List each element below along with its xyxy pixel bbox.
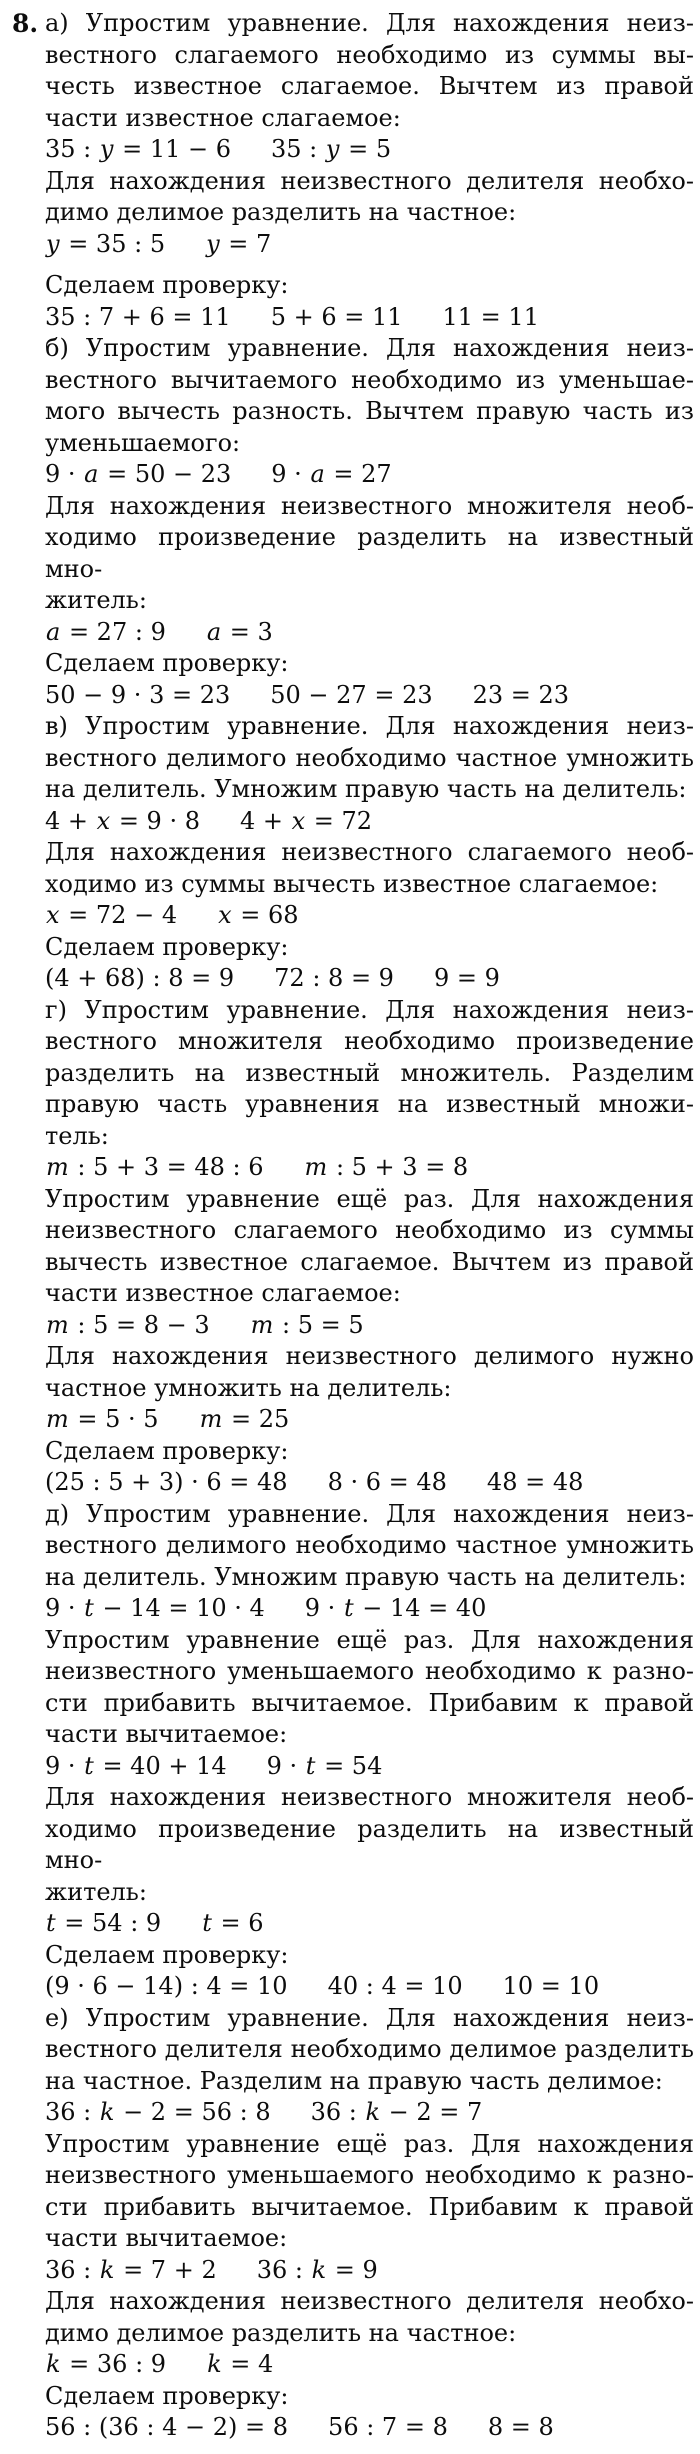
paragraph	[45, 8, 694, 134]
paragraph	[45, 491, 694, 617]
equation: t = 6	[202, 1909, 264, 1937]
paragraph	[45, 995, 694, 1153]
equation-line	[45, 1751, 694, 1783]
equation: (9 · 6 − 14) : 4 = 10	[45, 1972, 288, 2000]
text-line: вычесть известное слагаемое. Вычтем из правой	[45, 1247, 694, 1276]
text-line: Сделаем проверку:	[45, 2381, 289, 2410]
text-line: Сделаем проверку:	[45, 1436, 289, 1465]
equation: 9 = 9	[433, 964, 500, 992]
equation: x = 72 − 4	[46, 901, 178, 929]
text-line: сти прибавить вычитаемое. Прибавим к правой	[45, 1688, 694, 1717]
problem-number: 8.	[12, 9, 39, 38]
text-line: Упростим уравнение ещё раз. Для нахождения	[45, 1625, 694, 1654]
equation: x = 68	[218, 901, 299, 929]
equation: 35 : y = 11 − 6	[45, 135, 231, 163]
equation: 36 : k − 2 = 7	[310, 2098, 483, 2126]
text-line: Для нахождения неизвестного делимого нужно	[45, 1342, 694, 1370]
paragraph	[45, 648, 694, 680]
paragraph	[45, 166, 694, 229]
text-line: е) Упростим уравнение. Для нахождения неиз-	[45, 2003, 694, 2032]
equation: m : 5 + 3 = 8	[304, 1153, 469, 1181]
text-line: Упростим уравнение ещё раз. Для нахождения	[45, 2129, 694, 2158]
paragraph	[45, 270, 694, 302]
paragraph	[45, 2286, 694, 2349]
equation: 9 · t = 54	[266, 1751, 383, 1780]
text-line: Для нахождения неизвестного множителя необ-	[45, 1783, 694, 1811]
text-line: Для нахождения неизвестного множителя необ-	[45, 491, 694, 520]
paragraph	[45, 1184, 694, 1310]
equation: y = 7	[206, 229, 272, 258]
paragraph	[45, 2129, 694, 2255]
equation-line	[45, 900, 694, 932]
paragraph	[45, 1782, 694, 1908]
text-line: вестного делимого необходимо частное умножить	[45, 743, 694, 772]
text-line: тель:	[45, 1121, 109, 1150]
paragraph	[45, 1436, 694, 1468]
equation: 5 + 6 = 11	[270, 302, 403, 331]
equation-line	[45, 1971, 694, 2003]
equation-line	[45, 1593, 694, 1625]
text-line: Для нахождения неизвестного делителя необхо-	[45, 166, 694, 195]
paragraph	[45, 711, 694, 806]
equation: k = 36 : 9	[46, 2350, 167, 2378]
equation: 36 : k − 2 = 56 : 8	[45, 2098, 271, 2126]
text-line: на делитель. Умножим правую часть на делитель:	[45, 1562, 687, 1591]
equation: 8 · 6 = 48	[327, 1468, 447, 1496]
text-line: вестного делимого необходимо частное умножить	[45, 1531, 694, 1559]
equation: 8 = 8	[487, 2413, 554, 2441]
equation: 36 : k = 9	[256, 2255, 378, 2284]
equation: m : 5 = 5	[250, 1310, 364, 1339]
text-line: неизвестного уменьшаемого необходимо к разно-	[45, 1657, 694, 1685]
equation: m = 25	[199, 1405, 290, 1433]
text-line: житель:	[45, 586, 147, 614]
equation-line	[45, 229, 694, 261]
equation-line	[45, 2412, 694, 2444]
equation: 35 : y = 5	[271, 135, 392, 163]
equation-line	[45, 1310, 694, 1342]
equation: a = 3	[206, 617, 273, 646]
equation: 9 · a = 27	[271, 460, 392, 488]
text-line: Сделаем проверку:	[45, 932, 289, 961]
paragraph	[45, 1499, 694, 1594]
equation: 9 · t = 40 + 14	[45, 1751, 227, 1780]
text-line: части известное слагаемое:	[45, 103, 401, 132]
equation: 9 · t − 14 = 10 · 4	[45, 1594, 265, 1622]
equation: a = 27 : 9	[46, 617, 166, 646]
equation: 50 − 9 · 3 = 23	[45, 680, 231, 709]
equation: 4 + x = 72	[239, 806, 373, 835]
text-line: Сделаем проверку:	[45, 649, 289, 677]
paragraph	[45, 333, 694, 459]
equation-line	[45, 1467, 694, 1499]
equation: t = 54 : 9	[46, 1909, 162, 1937]
text-line: ходимо из суммы вычесть известное слагаемое:	[45, 869, 659, 898]
text-line: д) Упростим уравнение. Для нахождения неиз-	[45, 1499, 694, 1528]
equation-line	[45, 1152, 694, 1184]
equation: 36 : k = 7 + 2	[45, 2255, 217, 2284]
text-line: Упростим уравнение ещё раз. Для нахождения	[45, 1184, 694, 1213]
text-line: г) Упростим уравнение. Для нахождения неиз-	[45, 995, 694, 1024]
text-line: неизвестного уменьшаемого необходимо к разно-	[45, 2161, 694, 2189]
equation-line	[45, 2255, 694, 2287]
text-line: части известное слагаемое:	[45, 1279, 401, 1307]
paragraph	[45, 837, 694, 900]
equation: 4 + x = 9 · 8	[45, 806, 200, 835]
equation-line	[45, 617, 694, 649]
paragraph	[45, 1341, 694, 1404]
text-line: правую часть уравнения на известный множи-	[45, 1090, 694, 1118]
equation: 11 = 11	[442, 302, 539, 331]
equation: m = 5 · 5	[46, 1405, 159, 1433]
equation: m : 5 + 3 = 48 : 6	[46, 1153, 264, 1181]
equation: 40 : 4 = 10	[327, 1972, 463, 2000]
text-line: частное умножить на делитель:	[45, 1373, 452, 1402]
text-line: димо делимое разделить на частное:	[45, 2318, 517, 2347]
paragraph	[45, 1940, 694, 1972]
equation: m : 5 = 8 − 3	[46, 1310, 210, 1339]
equation: 48 = 48	[486, 1468, 584, 1496]
text-line: вестного вычитаемого необходимо из уменьшае-	[45, 365, 694, 394]
solution-body	[45, 8, 694, 2444]
text-line: неизвестного слагаемого необходимо из суммы	[45, 1216, 694, 1244]
equation: 56 : 7 = 8	[328, 2413, 448, 2441]
equation: 35 : 7 + 6 = 11	[45, 302, 231, 331]
equation-line	[45, 2097, 694, 2129]
text-line: Сделаем проверку:	[45, 271, 289, 299]
text-line: вестного делителя необходимо делимое разделить	[45, 2035, 694, 2063]
equation-line	[45, 302, 694, 334]
text-line: димо делимое разделить на частное:	[45, 198, 517, 226]
equation: 56 : (36 : 4 − 2) = 8	[45, 2413, 289, 2441]
equation-line	[45, 963, 694, 995]
text-line: б) Упростим уравнение. Для нахождения неиз-	[45, 334, 694, 362]
text-line: вестного множителя необходимо произведение	[45, 1027, 694, 1055]
equation: 50 − 27 = 23	[270, 680, 433, 709]
equation: 10 = 10	[502, 1972, 600, 2000]
equation: 23 = 23	[472, 680, 570, 709]
text-line: в) Упростим уравнение. Для нахождения неиз-	[45, 712, 694, 740]
text-line: Для нахождения неизвестного делителя необхо-	[45, 2287, 694, 2315]
paragraph	[45, 2381, 694, 2413]
equation: y = 35 : 5	[46, 229, 166, 258]
paragraph	[45, 2003, 694, 2098]
text-line: сти прибавить вычитаемое. Прибавим к правой	[45, 2192, 694, 2221]
equation-line	[45, 680, 694, 712]
paragraph	[45, 932, 694, 964]
text-line: ходимо произведение разделить на известный мно-	[45, 523, 694, 583]
equation-line	[45, 1404, 694, 1436]
equation: (25 : 5 + 3) · 6 = 48	[45, 1468, 288, 1496]
text-line: уменьшаемого:	[45, 428, 241, 457]
equation: 9 · t − 14 = 40	[304, 1594, 487, 1622]
text-line: на делитель. Умножим правую часть на делитель:	[45, 775, 687, 803]
text-line: Сделаем проверку:	[45, 1940, 289, 1969]
text-line: Для нахождения неизвестного слагаемого необ-	[45, 838, 694, 866]
equation: 72 : 8 = 9	[274, 964, 394, 992]
equation: (4 + 68) : 8 = 9	[45, 964, 235, 992]
text-line: вестного слагаемого необходимо из суммы вы-	[45, 40, 694, 69]
text-line: мого вычесть разность. Вычтем правую часть из	[45, 397, 694, 425]
text-line: честь известное слагаемое. Вычтем из правой	[45, 72, 694, 100]
text-line: на частное. Разделим на правую часть делимое:	[45, 2066, 663, 2095]
equation-line	[45, 459, 694, 491]
text-line: части вычитаемое:	[45, 2224, 288, 2252]
equation-line	[45, 134, 694, 166]
paragraph	[45, 1625, 694, 1751]
text-line: разделить на известный множитель. Разделим	[45, 1058, 694, 1087]
equation-line	[45, 1908, 694, 1940]
text-line: ходимо произведение разделить на известный мно-	[45, 1814, 694, 1874]
equation-line	[45, 2349, 694, 2381]
equation-line	[45, 806, 694, 838]
text-line: части вычитаемое:	[45, 1720, 288, 1748]
equation: 9 · a = 50 − 23	[45, 460, 232, 488]
text-line: житель:	[45, 1877, 147, 1906]
text-line: а) Упростим уравнение. Для нахождения неиз-	[45, 9, 694, 37]
equation: k = 4	[207, 2350, 274, 2378]
